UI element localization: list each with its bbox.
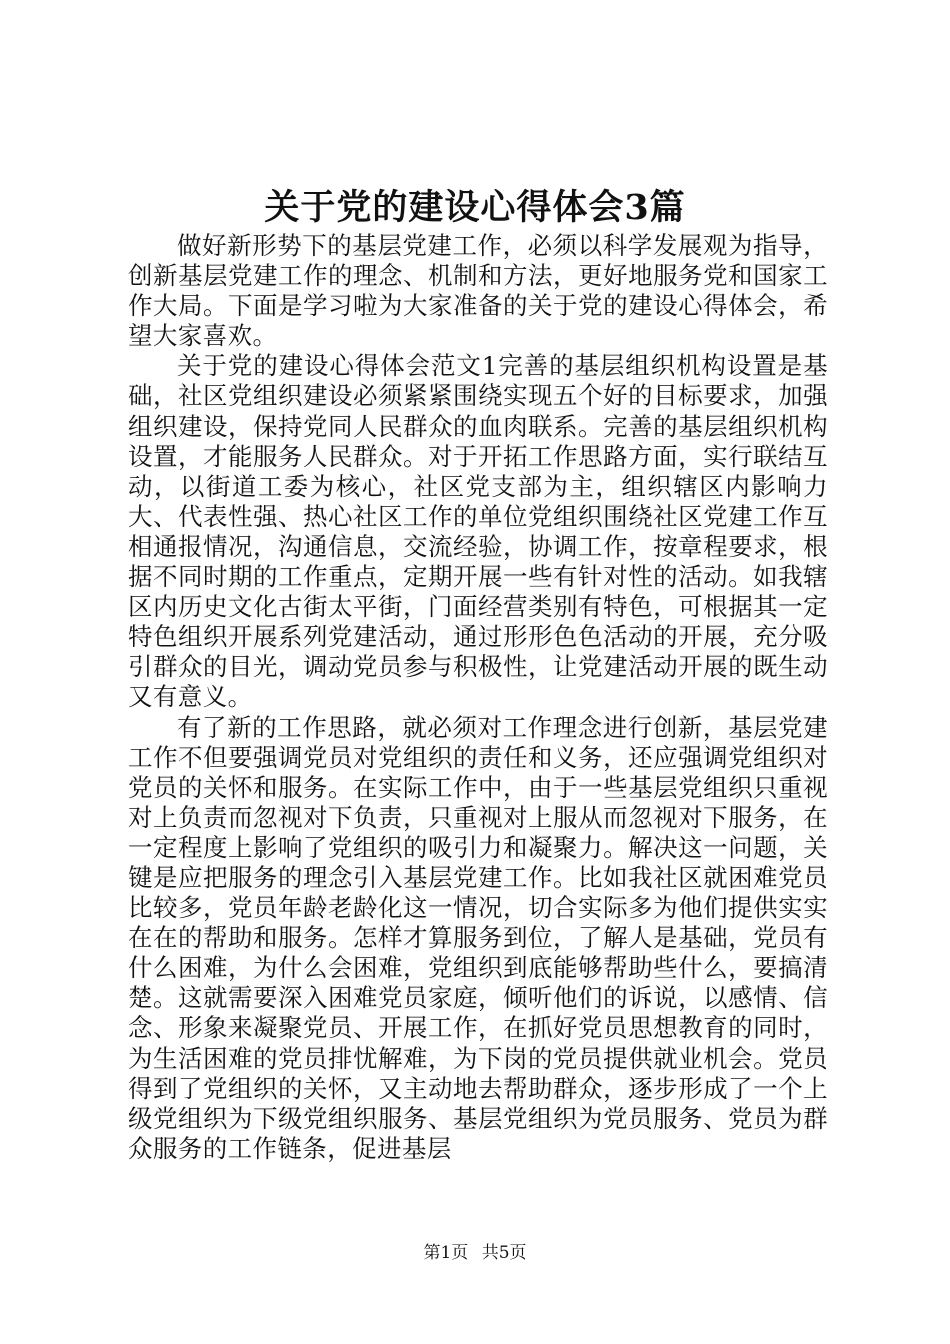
page-title: 关于党的建设心得体会3篇 xyxy=(264,187,686,228)
paragraph-sample-1: 关于党的建设心得体会范文1完善的基层组织机构设置是基础，社区党组织建设必须紧紧围绕实现五个好的目标要求，加强组织建设，保持党同人民群众的血肉联系。完善的基层组织机构设置，才能服务人民群众。对于开拓工作思路方面，实行联结互动，以街道工委为核心，社区党支部为主，组织辖区内影响力大、代表性强、热心社区工作的单位党组织围绕社区党建工作互相通报情况，沟通信息，交流经验，协调工作，按章程要求，根据不同时期的工作重点，定期开展一些有针对性的活动。如我辖区内历史文化古街太平街，门面经营类别有特色，可根据其一定特色组织开展系列党建活动，通过形形色色活动的开展，充分吸引群众的目光，调动党员参与积极性，让党建活动开展的既生动又有意义。 xyxy=(128,351,828,712)
page-total: 共5页 xyxy=(481,1243,527,1263)
paragraph-intro: 做好新形势下的基层党建工作，必须以科学发展观为指导，创新基层党建工作的理念、机制和方法，更好地服务党和国家工作大局。下面是学习啦为大家准备的关于党的建设心得体会，希望大家喜欢。 xyxy=(128,231,828,351)
paragraph-service-concept: 有了新的工作思路，就必须对工作理念进行创新，基层党建工作不但要强调党员对党组织的责任和义务，还应强调党组织对党员的关怀和服务。在实际工作中，由于一些基层党组织只重视对上负责而忽视对下负责，只重视对上服从而忽视对下服务，在一定程度上影响了党组织的吸引力和凝聚力。解决这一问题，关键是应把服务的理念引入基层党建工作。比如我社区就困难党员比较多，党员年龄老龄化这一情况，切合实际多为他们提供实实在在的帮助和服务。怎样才算服务到位，了解人是基础，党员有什么困难，为什么会困难，党组织到底能够帮助些什么，要搞清楚。这就需要深入困难党员家庭，倾听他们的诉说，以感情、信念、形象来凝聚党员、开展工作，在抓好党员思想教育的同时，为生活困难的党员排忧解难，为下岗的党员提供就业机会。党员得到了党组织的关怀，又主动地去帮助群众，逐步形成了一个上级党组织为下级党组织服务、基层党组织为党员服务、党员为群众服务的工作链条，促进基层 xyxy=(128,712,828,1163)
document-body xyxy=(128,231,828,1164)
page-number: 第1页 xyxy=(423,1243,469,1263)
page-footer xyxy=(0,1241,950,1265)
